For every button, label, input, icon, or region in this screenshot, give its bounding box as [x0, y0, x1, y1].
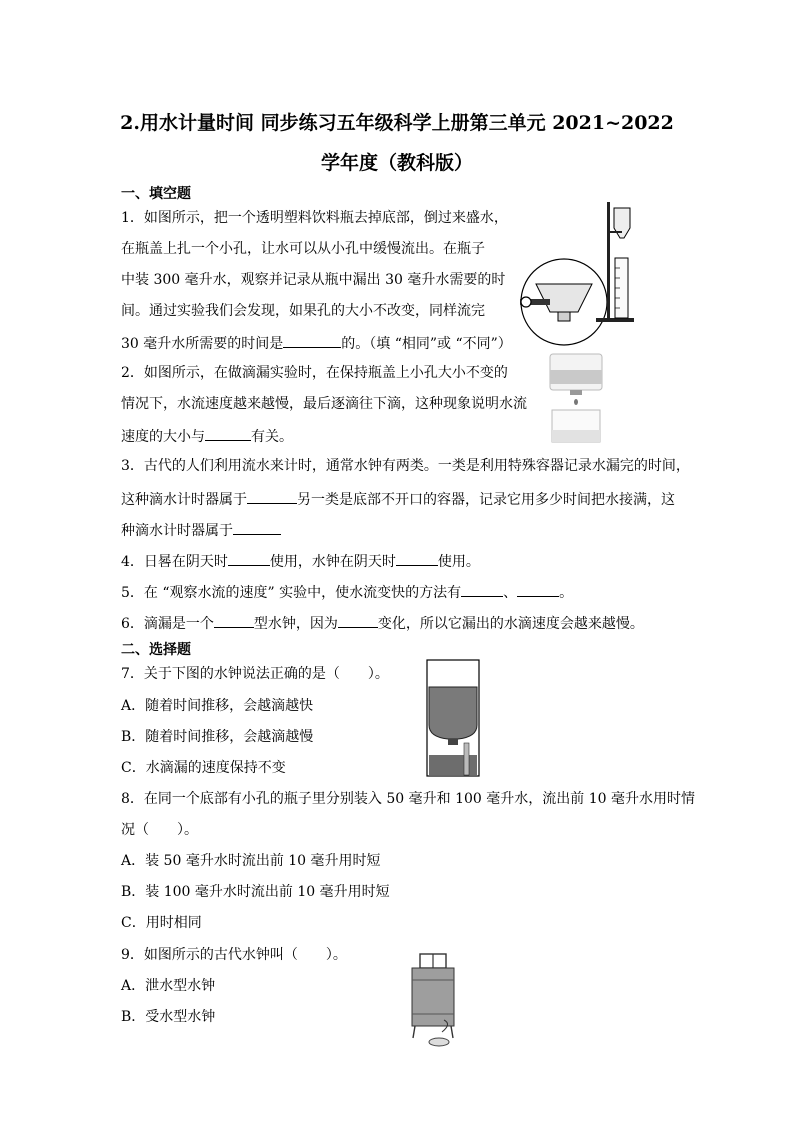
q1-line1: 1．如图所示，把一个透明塑料饮料瓶去掉底部，倒过来盛水， — [121, 210, 508, 226]
q3-line3-text-a: 种滴水计时器属于 — [121, 523, 233, 539]
section-choice-heading: 二、选择题 — [121, 642, 191, 658]
q7-water-clock-figure — [424, 657, 482, 779]
q5-text-a: 5．在 “观察水流的速度” 实验中，使水流变快的方法有 — [121, 585, 462, 601]
q1-line2: 在瓶盖上扎一个小孔，让水可以从小孔中缓慢流出。在瓶子 — [121, 241, 485, 257]
q4-answer-blank-1[interactable] — [228, 551, 270, 566]
q1-line5-text-a: 30 毫升水所需要的时间是 — [121, 336, 284, 352]
clamp-screw-shape — [521, 297, 531, 307]
upper-water-shape — [550, 370, 602, 384]
q2-line2: 情况下，水流速度越来越慢，最后逐滴往下滴，这种现象说明水流 — [121, 396, 527, 412]
q8-line1: 8．在同一个底部有小孔的瓶子里分别装入 50 毫升和 100 毫升水，流出前 10 毫升水用时情 — [121, 791, 695, 807]
q5-text-c: 。 — [559, 585, 574, 601]
q4-text-a: 4．日晷在阴天时 — [121, 554, 228, 570]
bottle-cap-shape — [558, 312, 570, 321]
q6-text-c: 变化，所以它漏出的水滴速度会越来越慢。 — [377, 616, 644, 632]
small-clamp-shape — [610, 231, 622, 233]
q2-line3 — [121, 426, 293, 446]
stand-pole-shape — [607, 202, 610, 320]
q7-option-c[interactable]: C．水滴漏的速度保持不变 — [121, 760, 286, 776]
q1-line5-text-b: 的。（填 “相同”或 “不同”） — [341, 336, 512, 352]
q3-answer-blank-1[interactable] — [247, 489, 297, 504]
q7-option-a[interactable]: A．随着时间推移，会越滴越快 — [121, 698, 314, 714]
q2-line1: 2．如图所示，在做滴漏实验时，在保持瓶盖上小孔大小不变的 — [121, 365, 508, 381]
q9-ancient-water-clock-figure — [406, 950, 462, 1050]
q7-option-b[interactable]: B．随着时间推移，会越滴越慢 — [121, 729, 314, 745]
vessel-leg-right — [451, 1026, 453, 1038]
q9-option-b[interactable]: B．受水型水钟 — [121, 1009, 216, 1025]
q4-answer-blank-2[interactable] — [396, 551, 438, 566]
bottle-cap-shape — [448, 739, 458, 745]
q3-line2 — [121, 489, 675, 509]
q5-answer-blank-1[interactable] — [461, 582, 503, 597]
water-drop-shape — [574, 399, 578, 405]
q6-line — [121, 613, 644, 633]
vessel-body-shape — [412, 968, 454, 1026]
q3-line3 — [121, 520, 281, 540]
q2-answer-blank[interactable] — [205, 426, 251, 441]
q3-line2-text-b: 另一类是底部不开口的容器，记录它用多少时间把水接满，这 — [297, 492, 675, 508]
q8-option-c[interactable]: C．用时相同 — [121, 915, 202, 931]
q2-line3-text-b: 有关。 — [251, 429, 293, 445]
lower-water-shape — [552, 430, 600, 442]
small-bottle-shape — [614, 208, 630, 238]
scale-ruler-shape — [464, 743, 469, 775]
q2-drip-figure — [544, 352, 608, 444]
q1-dripping-apparatus-figure — [514, 200, 646, 346]
q9-stem: 9．如图所示的古代水钟叫（ ）。 — [121, 947, 347, 963]
vessel-leg-left — [413, 1026, 415, 1038]
doc-title-line1: 2.用水计量时间 同步练习五年级科学上册第三单元 2021~2022 — [120, 112, 674, 134]
q1-line3: 中装 300 毫升水，观察并记录从瓶中漏出 30 毫升水需要的时 — [121, 272, 506, 288]
q5-line — [121, 582, 573, 602]
q4-line — [121, 551, 480, 571]
section-fill-heading: 一、填空题 — [121, 186, 191, 202]
q3-line1: 3．古代的人们利用流水来计时，通常水钟有两类。一类是利用特殊容器记录水漏完的时间， — [121, 458, 690, 474]
q2-line3-text-a: 速度的大小与 — [121, 429, 205, 445]
q4-text-c: 使用。 — [437, 554, 480, 570]
q5-answer-blank-2[interactable] — [517, 582, 559, 597]
q1-line5 — [121, 333, 512, 353]
q9-option-a[interactable]: A．泄水型水钟 — [121, 978, 216, 994]
q6-text-a: 6．滴漏是一个 — [121, 616, 214, 632]
basin-shape — [429, 1038, 449, 1046]
collected-water-shape — [429, 755, 477, 775]
inverted-bottle-shape — [429, 687, 477, 739]
stand-base-shape — [596, 318, 634, 322]
bottle-cap-shape — [570, 390, 582, 395]
q6-answer-blank-1[interactable] — [214, 613, 254, 628]
q4-text-b: 使用，水钟在阴天时 — [269, 554, 396, 570]
q5-text-b: 、 — [503, 585, 518, 601]
q3-line2-text-a: 这种滴水计时器属于 — [121, 492, 247, 508]
doc-title-line2: 学年度（教科版） — [320, 152, 473, 174]
q8-line2: 况（ ）。 — [121, 822, 198, 838]
q6-text-b: 型水钟，因为 — [253, 616, 338, 632]
q1-answer-blank[interactable] — [283, 333, 341, 348]
q3-answer-blank-2[interactable] — [233, 520, 281, 535]
q8-option-b[interactable]: B．装 100 毫升水时流出前 10 毫升用时短 — [121, 884, 390, 900]
q1-line4: 间。通过实验我们会发现，如果孔的大小不改变，同样流完 — [121, 303, 485, 319]
q8-option-a[interactable]: A．装 50 毫升水时流出前 10 毫升用时短 — [121, 853, 381, 869]
q7-stem: 7．关于下图的水钟说法正确的是（ ）。 — [121, 666, 389, 682]
q6-answer-blank-2[interactable] — [338, 613, 378, 628]
